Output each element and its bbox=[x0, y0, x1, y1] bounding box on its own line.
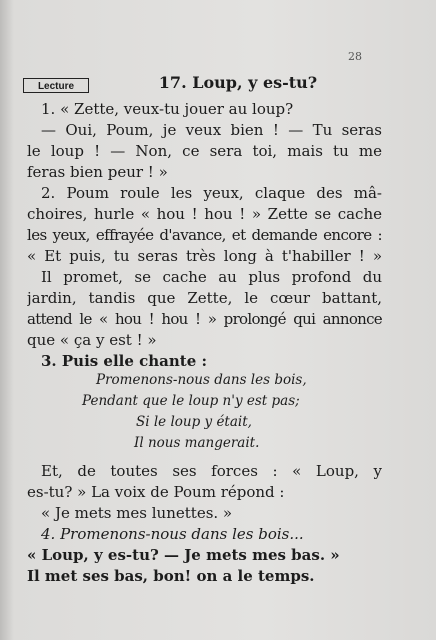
text-line: — Oui, Poum, je veux bien ! — Tu seras bbox=[41, 121, 382, 139]
text-line: 4. Promenons-nous dans les bois... bbox=[41, 525, 304, 543]
poem-line: Promenons-nous dans les bois, bbox=[96, 372, 307, 388]
text-line: 1. « Zette, veux-tu jouer au loup? bbox=[41, 100, 294, 118]
closing-text bbox=[27, 461, 382, 587]
text-line: Et, de toutes ses forces : « Loup, y bbox=[41, 462, 382, 480]
text-line: 2. Poum roule les yeux, claque des mâ- bbox=[41, 184, 382, 202]
lesson-tag: Lecture bbox=[23, 78, 89, 93]
text-line: jardin, tandis que Zette, le cœur battant, bbox=[27, 289, 382, 307]
text-line: Il met ses bas, bon! on a le temps. bbox=[27, 567, 315, 585]
text-line: es-tu? » La voix de Poum répond : bbox=[27, 483, 285, 501]
lesson-title: 17. Loup, y es-tu? bbox=[158, 73, 318, 92]
text-line: les yeux, effrayée d'avance, et demande encore : bbox=[27, 226, 382, 244]
text-line: « Loup, y es-tu? — Je mets mes bas. » bbox=[27, 546, 340, 564]
text-line: 3. Puis elle chante : bbox=[41, 352, 208, 370]
poem bbox=[0, 370, 436, 454]
text-line: « Et puis, tu seras très long à t'habiller ! » bbox=[27, 247, 382, 265]
text-line: Il promet, se cache au plus profond du bbox=[41, 268, 382, 286]
main-text bbox=[27, 99, 382, 372]
page-number: 28 bbox=[348, 50, 362, 63]
text-line: « Je mets mes lunettes. » bbox=[41, 504, 233, 522]
text-line: choires, hurle « hou ! hou ! » Zette se cache bbox=[27, 205, 382, 223]
text-line: que « ça y est ! » bbox=[27, 331, 157, 349]
text-line: feras bien peur ! » bbox=[27, 163, 168, 181]
text-line: le loup ! — Non, ce sera toi, mais tu me bbox=[27, 142, 382, 160]
text-line: attend le « hou ! hou ! » prolongé qui annonce bbox=[27, 310, 382, 328]
poem-line: Si le loup y était, bbox=[136, 414, 252, 430]
poem-line: Pendant que le loup n'y est pas; bbox=[82, 393, 300, 409]
poem-line: Il nous mangerait. bbox=[134, 435, 260, 451]
